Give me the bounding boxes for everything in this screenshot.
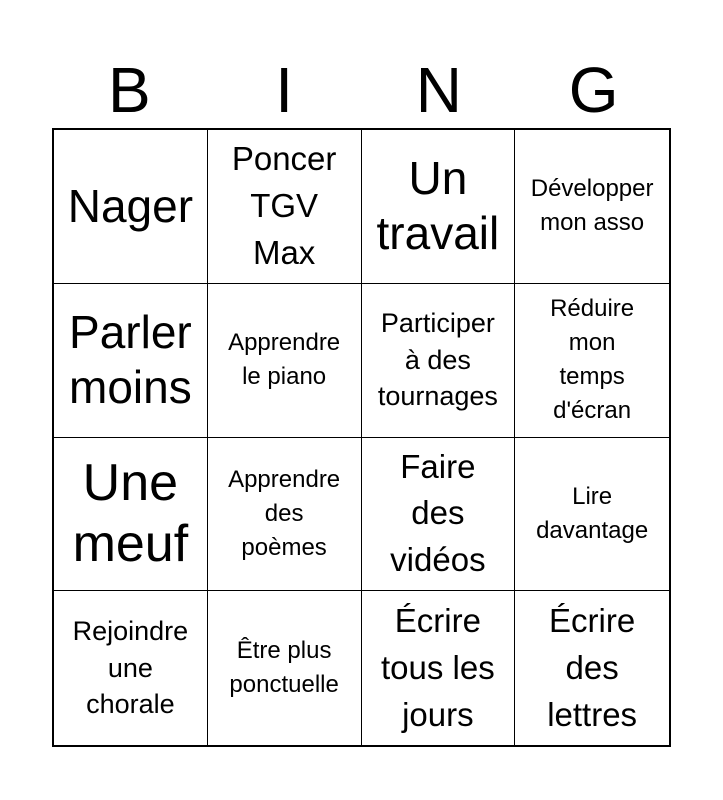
bingo-cell-text: Nager	[67, 179, 194, 232]
bingo-cell[interactable]	[208, 284, 362, 438]
header-letter-n: N	[415, 54, 462, 126]
bingo-cell-text: Parler moins	[69, 305, 192, 414]
bingo-cell-text: Faire des vidéos	[390, 447, 486, 579]
header-letter-g: G	[568, 54, 619, 126]
bingo-cell-text: Lire davantage	[536, 482, 649, 544]
bingo-cell-text: Être plus ponctuelle	[229, 637, 339, 699]
bingo-cell-text: Écrire tous les jours	[381, 601, 495, 733]
bingo-cell-text: Développer mon asso	[530, 175, 654, 237]
bingo-card-grid	[52, 128, 671, 747]
bingo-cell[interactable]	[362, 130, 516, 284]
bingo-cell[interactable]	[515, 284, 669, 438]
bingo-cell[interactable]	[515, 591, 669, 745]
bingo-cell-text: Poncer TGV Max	[231, 140, 337, 271]
bingo-cell-text: Une meuf	[72, 453, 189, 573]
bingo-cell[interactable]	[54, 438, 208, 592]
bingo-cell[interactable]	[515, 438, 669, 592]
bingo-cell-text: Apprendre le piano	[228, 329, 341, 391]
bingo-cell[interactable]	[362, 284, 516, 438]
bingo-cell[interactable]	[362, 591, 516, 745]
header-letter-i: I	[275, 54, 294, 126]
bingo-cell[interactable]	[54, 284, 208, 438]
bingo-cell-text: Participer à des tournages	[377, 308, 498, 412]
bingo-cell-text: Rejoindre une chorale	[72, 616, 189, 720]
bingo-cell[interactable]	[362, 438, 516, 592]
bingo-cell[interactable]	[515, 130, 669, 284]
header-letter-b: B	[108, 54, 151, 126]
bingo-header	[52, 52, 671, 128]
bingo-cell-text: Apprendre des poèmes	[228, 465, 341, 561]
bingo-cell-text: Écrire des lettres	[547, 601, 638, 733]
bingo-cell-text: Réduire mon temps d'écran	[550, 294, 635, 425]
bingo-cell[interactable]	[54, 130, 208, 284]
bingo-cell[interactable]	[208, 591, 362, 745]
bingo-cell[interactable]	[208, 438, 362, 592]
bingo-cell-text: Un travail	[376, 152, 500, 260]
bingo-cell[interactable]	[54, 591, 208, 745]
bingo-cell[interactable]	[208, 130, 362, 284]
